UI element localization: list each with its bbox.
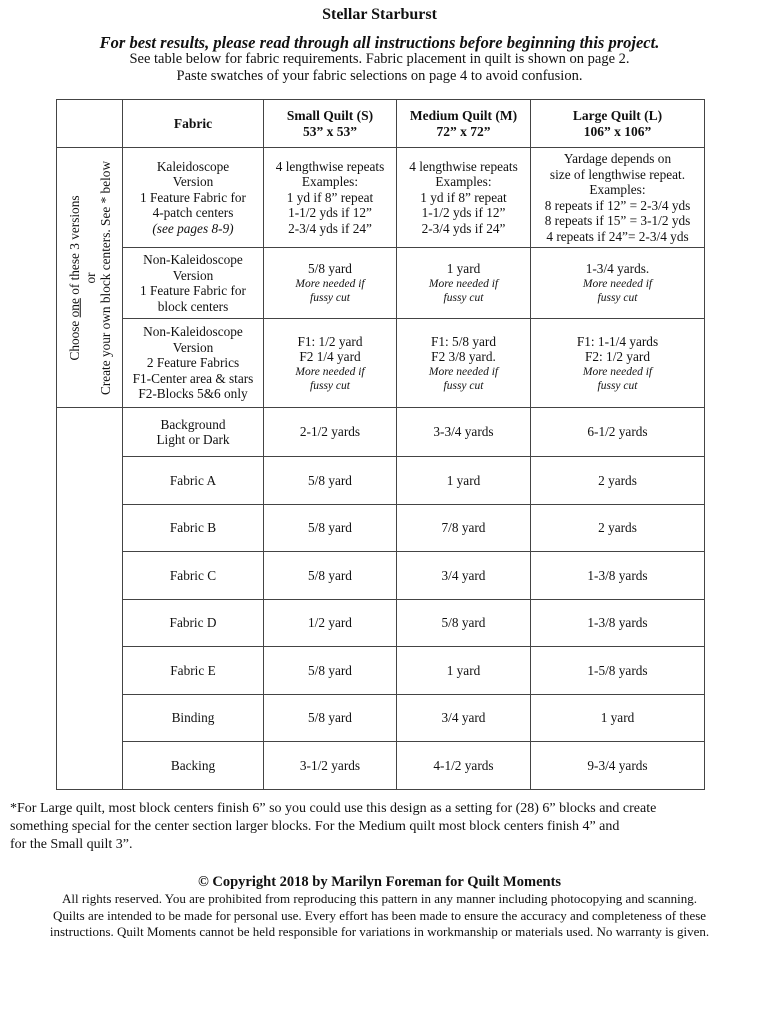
medium-cell	[397, 148, 531, 248]
value-line: 1-1/2 yds if 12”	[421, 205, 506, 221]
value-line: 4 repeats if 24”= 2-3/4 yds	[546, 228, 689, 244]
large-cell: 1 yard	[531, 694, 705, 742]
fussy-cut-note: fussy cut	[310, 291, 350, 304]
header-row	[57, 100, 705, 148]
value-line: Examples:	[589, 182, 646, 197]
fabric-line: Light or Dark	[156, 432, 230, 447]
footnote	[10, 800, 750, 854]
fabric-line: Background	[160, 416, 226, 432]
value-line: 2-3/4 yds if 24”	[421, 220, 506, 236]
small-cell	[264, 319, 397, 408]
large-cell	[531, 319, 705, 408]
value-line: 8 repeats if 12” = 2-3/4 yds	[544, 197, 691, 213]
value-line: 4 lengthwise repeats	[409, 158, 518, 174]
value-line: 1-3/4 yards.	[585, 261, 650, 277]
table-row	[57, 504, 705, 552]
fabric-cell	[123, 248, 264, 319]
small-cell	[264, 148, 397, 248]
small-cell: 5/8 yard	[264, 694, 397, 742]
table-row	[57, 457, 705, 505]
side-text: of these 3 versions	[66, 194, 82, 298]
fabric-cell: Fabric D	[123, 599, 264, 647]
fabric-line: 4-patch centers	[152, 205, 234, 221]
large-cell: 6-1/2 yards	[531, 408, 705, 457]
small-cell: 1/2 yard	[264, 599, 397, 647]
fussy-cut-note: More needed if	[428, 365, 499, 378]
header-medium-name: Medium Quilt (M)	[409, 107, 518, 123]
table-row	[57, 599, 705, 647]
subtitle-line: See table below for fabric requirements. Fabric placement in quilt is shown on page 2.	[129, 51, 630, 67]
large-cell	[531, 148, 705, 248]
side-blank-cell	[57, 408, 123, 790]
fabric-line: F2-Blocks 5&6 only	[138, 386, 248, 402]
small-cell: 5/8 yard	[264, 504, 397, 552]
copyright-line: Quilts are intended to be made for personal use. Every effort has been made to ensure the accuracy and completeness of these	[52, 907, 707, 923]
header-large	[531, 100, 705, 148]
value-line: 8 repeats if 15” = 3-1/2 yds	[544, 213, 691, 228]
header-medium-size: 72” x 72”	[436, 123, 491, 139]
small-cell	[264, 248, 397, 319]
footnote-line: for the Small quilt 3”.	[10, 837, 133, 852]
side-text: Choose	[66, 316, 82, 361]
value-line: 1 yard	[446, 261, 481, 277]
fabric-line: Version	[172, 267, 214, 283]
fabric-cell	[123, 408, 264, 457]
value-line: 1-1/2 yds if 12”	[288, 205, 372, 221]
header-small-size: 53” x 53”	[303, 123, 357, 139]
header-large-name: Large Quilt (L)	[572, 107, 663, 123]
fabric-cell: Fabric C	[123, 552, 264, 600]
fabric-line: Version	[172, 174, 214, 190]
value-line: F1: 1-1/4 yards	[576, 333, 659, 349]
small-cell: 5/8 yard	[264, 552, 397, 600]
fabric-line: Version	[172, 339, 214, 355]
value-line: 5/8 yard	[308, 261, 352, 277]
side-text: Create your own block centers. See * below	[97, 160, 113, 395]
medium-cell: 3/4 yard	[397, 552, 531, 600]
small-cell: 3-1/2 yards	[264, 742, 397, 790]
large-cell: 1-5/8 yards	[531, 647, 705, 695]
large-cell: 1-3/8 yards	[531, 552, 705, 600]
value-line: 1 yd if 8” repeat	[420, 189, 507, 205]
value-line: size of lengthwise repeat.	[549, 166, 686, 182]
fussy-cut-note: fussy cut	[443, 291, 484, 304]
value-line: 2-3/4 yds if 24”	[288, 220, 372, 236]
medium-cell: 1 yard	[397, 647, 531, 695]
medium-cell: 5/8 yard	[397, 599, 531, 647]
table-row	[57, 647, 705, 695]
value-line: 1 yd if 8” repeat	[286, 189, 374, 205]
value-line: F1: 5/8 yard	[430, 333, 496, 349]
copyright-heading: © Copyright 2018 by Marilyn Foreman for Quilt Moments	[197, 874, 562, 890]
small-cell: 5/8 yard	[264, 647, 397, 695]
large-cell: 9-3/4 yards	[531, 742, 705, 790]
version-choice-label	[57, 148, 123, 408]
fabric-line: Non-Kaleidoscope	[143, 324, 243, 340]
fabric-cell	[123, 148, 264, 248]
fussy-cut-note: fussy cut	[597, 379, 638, 392]
value-line: F2 3/8 yard.	[431, 349, 496, 364]
fabric-note: (see pages 8-9)	[152, 220, 234, 236]
fabric-line: block centers	[157, 298, 229, 314]
small-cell: 2-1/2 yards	[264, 408, 397, 457]
large-cell	[531, 248, 705, 319]
table-row	[57, 694, 705, 742]
medium-cell: 3/4 yard	[397, 694, 531, 742]
small-cell: 5/8 yard	[264, 457, 397, 505]
fabric-line: 1 Feature Fabric for	[140, 283, 246, 298]
medium-cell: 7/8 yard	[397, 504, 531, 552]
fussy-cut-note: fussy cut	[443, 379, 484, 392]
copyright-line: All rights reserved. You are prohibited from reproducing this pattern in any manner including photocopying and scanning.	[61, 891, 698, 906]
large-cell: 2 yards	[531, 504, 705, 552]
fussy-cut-note: More needed if	[582, 365, 653, 378]
large-cell: 1-3/8 yards	[531, 599, 705, 647]
fussy-cut-note: fussy cut	[310, 379, 350, 392]
value-line: F2 1/4 yard	[299, 349, 361, 364]
table-row	[57, 742, 705, 790]
large-cell: 2 yards	[531, 457, 705, 505]
value-line: Examples:	[435, 174, 492, 190]
fabric-cell: Backing	[123, 742, 264, 790]
header-small-name: Small Quilt (S)	[286, 107, 374, 123]
version-row-kaleidoscope	[57, 148, 705, 248]
fussy-cut-note: fussy cut	[597, 291, 638, 304]
fussy-cut-note: More needed if	[428, 277, 499, 290]
copyright-notice	[0, 891, 759, 941]
table-row	[57, 552, 705, 600]
header-large-size: 106” x 106”	[583, 123, 652, 139]
medium-cell: 4-1/2 yards	[397, 742, 531, 790]
fussy-cut-note: More needed if	[582, 277, 653, 290]
footnote-line: something special for the center section larger blocks. For the Medium quilt most block centers finish 4” and	[10, 819, 620, 834]
side-text: or	[81, 271, 97, 284]
fabric-cell: Binding	[123, 694, 264, 742]
medium-cell	[397, 319, 531, 408]
version-choice-text	[66, 160, 113, 394]
copyright-line: instructions. Quilt Moments cannot be held responsible for variations in workmanship or materials used. No warranty is given.	[49, 924, 710, 939]
document-title: Stellar Starburst	[322, 6, 437, 23]
value-line: Examples:	[301, 174, 359, 190]
lead-instruction: For best results, please read through all instructions before beginning this project.	[99, 33, 660, 52]
fussy-cut-note: More needed if	[295, 277, 365, 290]
fabric-cell	[123, 319, 264, 408]
fabric-line: 2 Feature Fabrics	[146, 355, 240, 371]
footnote-line: *For Large quilt, most block centers finish 6” so you could use this design as a setting for (28) 6” blocks and create	[10, 801, 657, 816]
medium-cell: 3-3/4 yards	[397, 408, 531, 457]
header-medium	[397, 100, 531, 148]
fabric-cell: Fabric B	[123, 504, 264, 552]
table-row	[57, 408, 705, 457]
fabric-line: F1-Center area & stars	[132, 370, 254, 386]
header-blank	[57, 100, 123, 148]
value-line: Yardage depends on	[563, 151, 672, 166]
medium-cell	[397, 248, 531, 319]
value-line: F2: 1/2 yard	[584, 349, 650, 364]
side-text-underlined: one	[66, 297, 82, 317]
fabric-requirements-table	[56, 99, 705, 790]
fabric-line: Non-Kaleidoscope	[143, 252, 243, 267]
fabric-line: Kaleidoscope	[156, 158, 230, 174]
header-fabric: Fabric	[123, 100, 264, 148]
subtitle-line: Paste swatches of your fabric selections on page 4 to avoid confusion.	[176, 68, 583, 84]
header-small	[264, 100, 397, 148]
fabric-line: 1 Feature Fabric for	[140, 189, 246, 205]
version-row-non-kaleidoscope-1	[57, 248, 705, 319]
version-row-non-kaleidoscope-2	[57, 319, 705, 408]
fabric-cell: Fabric E	[123, 647, 264, 695]
fussy-cut-note: More needed if	[295, 365, 365, 378]
medium-cell: 1 yard	[397, 457, 531, 505]
value-line: F1: 1/2 yard	[297, 333, 363, 349]
fabric-cell: Fabric A	[123, 457, 264, 505]
value-line: 4 lengthwise repeats	[275, 158, 385, 174]
